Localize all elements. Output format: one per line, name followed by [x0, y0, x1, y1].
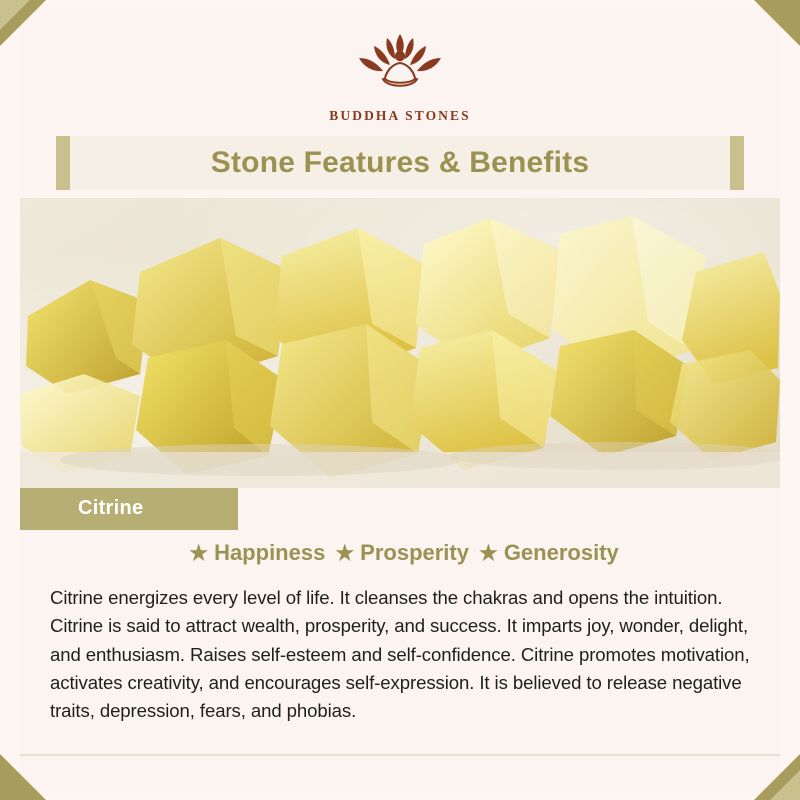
keyword-list: [20, 540, 780, 566]
keyword-item: [471, 540, 619, 566]
keyword-label: Prosperity: [360, 540, 469, 565]
corner-decoration-top-right: [754, 0, 800, 46]
star-icon: ★: [478, 541, 498, 565]
corner-decoration-bottom-left: [0, 754, 46, 800]
section-title-band: [70, 136, 730, 190]
keyword-label: Happiness: [214, 540, 326, 565]
content-panel: [20, 8, 780, 792]
hero-image: [20, 198, 780, 488]
corner-accent-top-left: [0, 0, 30, 30]
keyword-label: Generosity: [503, 540, 619, 565]
brand-name: BUDDHA STONES: [329, 108, 471, 123]
brand-header: [20, 8, 780, 124]
stone-name: Citrine: [78, 497, 144, 519]
corner-accent-bottom-right: [770, 770, 800, 800]
star-icon: ★: [335, 541, 355, 565]
citrine-stones-illustration: [20, 198, 780, 488]
page-title: Stone Features & Benefits: [210, 146, 590, 179]
bottom-divider: [20, 754, 780, 756]
keyword-item: [181, 540, 325, 566]
stone-description: Citrine energizes every level of life. It cleanses the chakras and opens the intuition. Citrine is said to attract wealth, prosperity, and success. It imparts joy, wonder, delight, and enthusiasm. Raises self-esteem and self-confidence. Citrine promotes motivation, activates creativity, and encourages self-expression. It is believed to release negative traits, depression, fears, and phobias.: [50, 587, 750, 721]
lotus-meditation-icon: [325, 26, 475, 104]
keyword-item: [327, 540, 469, 566]
stone-name-band: [20, 488, 780, 530]
star-icon: ★: [189, 541, 209, 565]
